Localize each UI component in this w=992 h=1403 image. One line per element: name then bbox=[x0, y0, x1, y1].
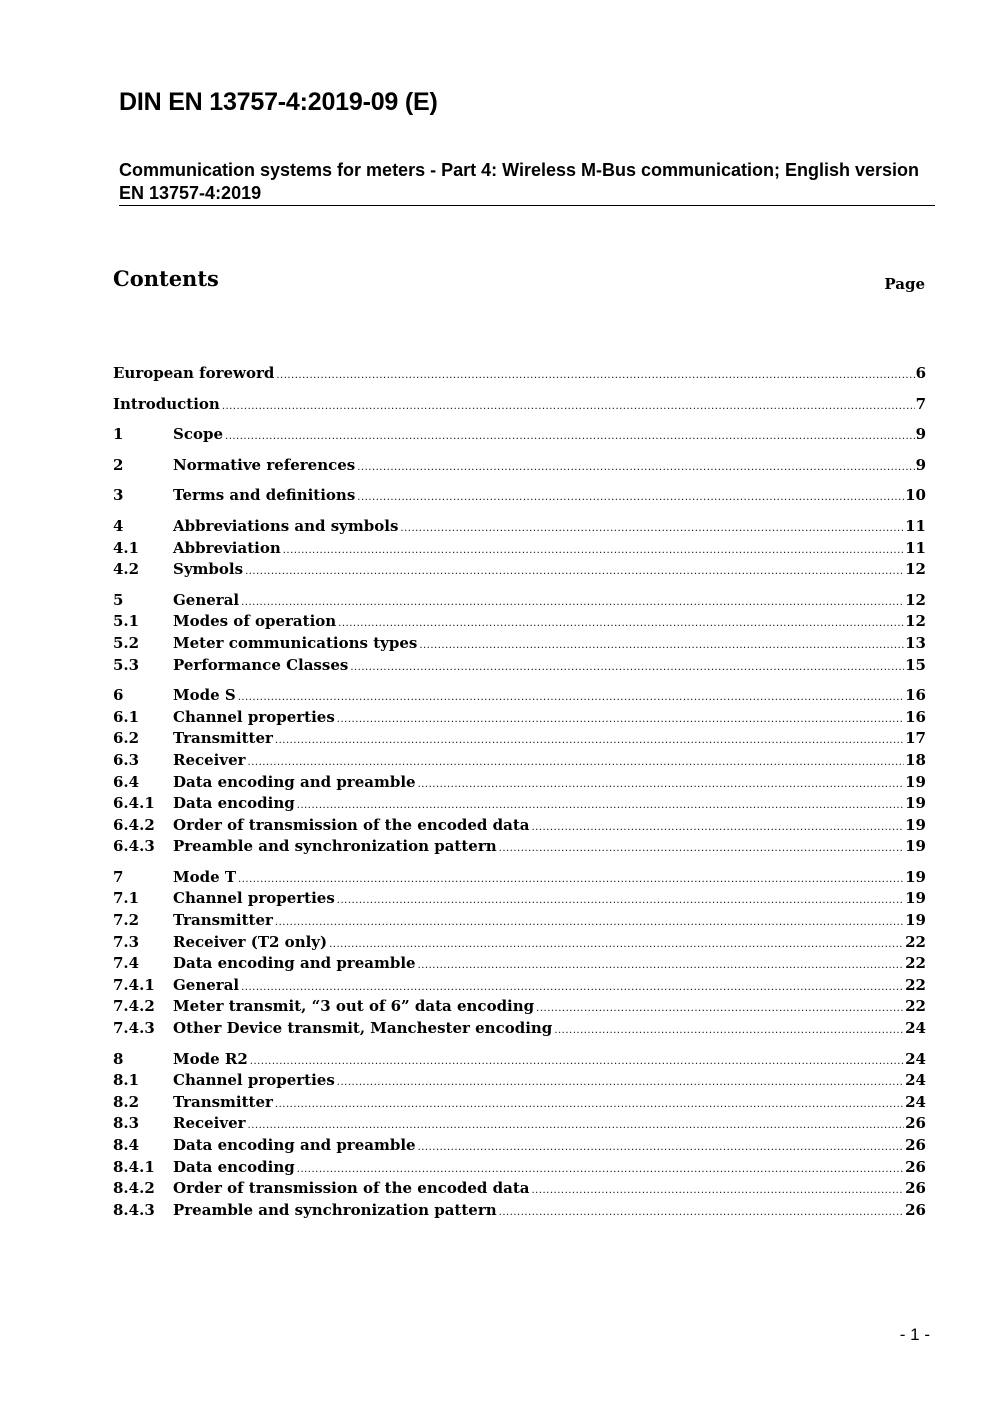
toc-entry-page: 19 bbox=[905, 867, 926, 886]
toc-entry-number: 7.4.3 bbox=[113, 1019, 155, 1038]
toc-entry-number: 5 bbox=[113, 590, 124, 609]
toc-entry-page: 26 bbox=[905, 1114, 926, 1133]
toc-entry-number: 8.2 bbox=[113, 1092, 140, 1111]
toc-entry-number: 6.4.3 bbox=[113, 837, 155, 856]
toc-entry[interactable] bbox=[113, 424, 926, 446]
toc-entry[interactable] bbox=[113, 932, 926, 954]
toc-entry-page: 11 bbox=[905, 516, 926, 535]
toc-dot-leader bbox=[276, 363, 914, 387]
toc-entry-number: 7.4 bbox=[113, 954, 140, 973]
toc-group bbox=[113, 1049, 926, 1222]
toc-dot-leader bbox=[418, 953, 905, 977]
toc-group bbox=[113, 455, 926, 477]
toc-entry-title: Transmitter bbox=[173, 911, 273, 930]
toc-entry[interactable] bbox=[113, 363, 926, 385]
toc-entry[interactable] bbox=[113, 953, 926, 975]
toc-dot-leader bbox=[337, 707, 904, 731]
toc-entry-page: 9 bbox=[915, 425, 926, 444]
toc-entry-title: Mode R2 bbox=[173, 1049, 248, 1068]
toc-entry-page: 19 bbox=[905, 794, 926, 813]
toc-entry[interactable] bbox=[113, 394, 926, 416]
toc-dot-leader bbox=[225, 424, 915, 448]
toc-entry-page: 12 bbox=[905, 612, 926, 631]
toc-entry-number: 5.2 bbox=[113, 633, 140, 652]
toc-entry-page: 10 bbox=[905, 486, 926, 505]
toc-group bbox=[113, 485, 926, 507]
toc-dot-leader bbox=[248, 1113, 905, 1137]
toc-entry-page: 19 bbox=[905, 772, 926, 791]
toc-entry-number: 6.3 bbox=[113, 750, 140, 769]
toc-entry[interactable] bbox=[113, 975, 926, 997]
toc-entry[interactable] bbox=[113, 1135, 926, 1157]
toc-dot-leader bbox=[245, 559, 904, 583]
toc-entry-number: 8.4.1 bbox=[113, 1157, 155, 1176]
toc-entry-number: 7.2 bbox=[113, 911, 140, 930]
toc-entry-title: Receiver bbox=[173, 1114, 246, 1133]
toc-entry-title: Modes of operation bbox=[173, 612, 337, 631]
toc-dot-leader bbox=[297, 793, 904, 817]
toc-entry-title: Abbreviations and symbols bbox=[173, 516, 399, 535]
toc-entry-title: Meter transmit, “3 out of 6” data encoding bbox=[173, 997, 535, 1016]
header-divider bbox=[119, 205, 935, 206]
toc-entry[interactable] bbox=[113, 1049, 926, 1071]
toc-dot-leader bbox=[250, 1049, 904, 1073]
toc-entry-number: 7.4.1 bbox=[113, 975, 155, 994]
toc-entry-number: 5.1 bbox=[113, 612, 140, 631]
toc-entry[interactable] bbox=[113, 559, 926, 581]
toc-entry-number: 4 bbox=[113, 516, 124, 535]
toc-entry-title: Mode T bbox=[173, 867, 237, 886]
toc-entry-title: Receiver (T2 only) bbox=[173, 932, 328, 951]
toc-entry[interactable] bbox=[113, 888, 926, 910]
toc-dot-leader bbox=[554, 1018, 904, 1042]
toc-entry-number: 6 bbox=[113, 686, 124, 705]
toc-entry-page: 16 bbox=[905, 686, 926, 705]
toc-dot-leader bbox=[337, 888, 904, 912]
toc-dot-leader bbox=[531, 1178, 904, 1202]
toc-entry[interactable] bbox=[113, 1092, 926, 1114]
table-of-contents bbox=[113, 363, 926, 1230]
toc-dot-leader bbox=[238, 867, 904, 891]
toc-dot-leader bbox=[531, 815, 904, 839]
toc-entry[interactable] bbox=[113, 1018, 926, 1040]
toc-entry-title: Data encoding and preamble bbox=[173, 772, 416, 791]
toc-entry[interactable] bbox=[113, 910, 926, 932]
footer-page-number: - 1 - bbox=[899, 1325, 930, 1344]
toc-dot-leader bbox=[418, 772, 905, 796]
toc-entry-page: 22 bbox=[905, 954, 926, 973]
toc-entry[interactable] bbox=[113, 1070, 926, 1092]
document-subtitle: Communication systems for meters - Part 4: Wireless M-Bus communication; English version EN 13757-4:2019 bbox=[119, 160, 920, 203]
toc-entry-title: European foreword bbox=[113, 364, 275, 382]
toc-dot-leader bbox=[419, 633, 904, 657]
toc-entry-number: 8.1 bbox=[113, 1071, 140, 1090]
toc-entry[interactable] bbox=[113, 633, 926, 655]
toc-entry-page: 15 bbox=[905, 655, 926, 674]
toc-entry-title: General bbox=[173, 590, 240, 609]
toc-dot-leader bbox=[238, 685, 904, 709]
toc-entry-page: 24 bbox=[905, 1071, 926, 1090]
toc-entry-number: 6.4 bbox=[113, 772, 140, 791]
toc-entry-number: 8.4 bbox=[113, 1136, 140, 1154]
toc-group bbox=[113, 516, 926, 581]
toc-group bbox=[113, 590, 926, 676]
toc-dot-leader bbox=[283, 538, 904, 562]
toc-entry-title: Scope bbox=[173, 425, 224, 444]
toc-entry-number: 6.1 bbox=[113, 707, 140, 726]
toc-entry-number: 7.4.2 bbox=[113, 997, 155, 1016]
toc-entry-number: 8 bbox=[113, 1049, 124, 1068]
toc-entry-title: General bbox=[173, 975, 240, 994]
toc-entry[interactable] bbox=[113, 485, 926, 507]
toc-entry-title: Channel properties bbox=[173, 707, 335, 726]
toc-dot-leader bbox=[337, 1070, 904, 1094]
toc-dot-leader bbox=[357, 485, 904, 509]
toc-entry-page: 22 bbox=[905, 932, 926, 951]
toc-group bbox=[113, 424, 926, 446]
toc-entry-number: 2 bbox=[113, 455, 124, 474]
toc-entry-number: 8.4.3 bbox=[113, 1200, 155, 1219]
toc-entry-title: Receiver bbox=[173, 750, 246, 769]
toc-dot-leader bbox=[222, 394, 915, 418]
toc-group bbox=[113, 685, 926, 858]
toc-entry-title: Channel properties bbox=[173, 889, 335, 908]
toc-entry-page: 26 bbox=[905, 1136, 926, 1154]
toc-entry-title: Order of transmission of the encoded data bbox=[173, 815, 530, 834]
toc-dot-leader bbox=[248, 750, 905, 774]
toc-entry[interactable] bbox=[113, 836, 926, 858]
toc-entry-title: Other Device transmit, Manchester encoding bbox=[173, 1019, 553, 1038]
toc-entry-title: Order of transmission of the encoded data bbox=[173, 1179, 530, 1198]
toc-entry-page: 13 bbox=[905, 633, 926, 652]
toc-entry-page: 26 bbox=[905, 1200, 926, 1219]
toc-entry-page: 9 bbox=[915, 455, 926, 474]
toc-dot-leader bbox=[241, 975, 904, 999]
toc-entry-title: Terms and definitions bbox=[173, 486, 356, 505]
toc-entry-number: 5.3 bbox=[113, 655, 140, 674]
toc-dot-leader bbox=[418, 1135, 905, 1159]
toc-group bbox=[113, 363, 926, 385]
toc-entry[interactable] bbox=[113, 750, 926, 772]
toc-entry-number: 7.1 bbox=[113, 889, 140, 908]
toc-entry-number: 4.2 bbox=[113, 560, 140, 579]
toc-entry-page: 19 bbox=[905, 815, 926, 834]
toc-entry[interactable] bbox=[113, 590, 926, 612]
toc-entry[interactable] bbox=[113, 516, 926, 538]
toc-dot-leader bbox=[297, 1157, 904, 1181]
toc-entry-number: 7.3 bbox=[113, 932, 140, 951]
toc-entry[interactable] bbox=[113, 728, 926, 750]
toc-entry-title: Transmitter bbox=[173, 729, 273, 748]
toc-entry-page: 26 bbox=[905, 1179, 926, 1198]
toc-entry-number: 7 bbox=[113, 867, 124, 886]
toc-entry-page: 22 bbox=[905, 975, 926, 994]
toc-entry-page: 18 bbox=[905, 750, 926, 769]
toc-entry-page: 17 bbox=[905, 729, 926, 748]
toc-group bbox=[113, 394, 926, 416]
toc-entry-page: 24 bbox=[905, 1049, 926, 1068]
toc-dot-leader bbox=[536, 996, 904, 1020]
toc-entry[interactable] bbox=[113, 707, 926, 729]
toc-entry-number: 6.2 bbox=[113, 729, 140, 748]
toc-entry-title: Data encoding and preamble bbox=[173, 954, 416, 973]
toc-entry-title: Introduction bbox=[113, 394, 220, 413]
toc-entry[interactable] bbox=[113, 655, 926, 677]
toc-dot-leader bbox=[499, 836, 904, 860]
toc-entry[interactable] bbox=[113, 1157, 926, 1179]
toc-entry-title: Normative references bbox=[173, 455, 356, 474]
toc-entry-title: Meter communications types bbox=[173, 633, 418, 652]
toc-entry-page: 16 bbox=[905, 707, 926, 726]
toc-dot-leader bbox=[329, 932, 904, 956]
toc-entry[interactable] bbox=[113, 1178, 926, 1200]
toc-entry-page: 24 bbox=[905, 1019, 926, 1038]
toc-entry[interactable] bbox=[113, 996, 926, 1018]
toc-dot-leader bbox=[275, 728, 904, 752]
toc-entry-title: Abbreviation bbox=[173, 538, 281, 557]
toc-entry-number: 6.4.1 bbox=[113, 794, 155, 813]
toc-dot-leader bbox=[275, 910, 904, 934]
toc-entry-page: 19 bbox=[905, 837, 926, 856]
toc-entry-title: Transmitter bbox=[173, 1092, 273, 1111]
toc-entry-title: Symbols bbox=[173, 560, 244, 579]
toc-entry-page: 7 bbox=[915, 394, 926, 413]
toc-entry-title: Preamble and synchronization pattern bbox=[173, 837, 497, 856]
toc-entry-page: 19 bbox=[905, 889, 926, 908]
toc-entry[interactable] bbox=[113, 772, 926, 794]
toc-dot-leader bbox=[499, 1200, 904, 1224]
toc-entry[interactable] bbox=[113, 793, 926, 815]
toc-entry-number: 8.3 bbox=[113, 1114, 140, 1133]
toc-entry[interactable] bbox=[113, 1200, 926, 1222]
toc-entry[interactable] bbox=[113, 538, 926, 560]
toc-entry-page: 12 bbox=[905, 590, 926, 609]
toc-entry-title: Preamble and synchronization pattern bbox=[173, 1200, 497, 1219]
toc-entry[interactable] bbox=[113, 455, 926, 477]
toc-dot-leader bbox=[338, 611, 904, 635]
toc-dot-leader bbox=[275, 1092, 904, 1116]
toc-group bbox=[113, 867, 926, 1040]
toc-entry[interactable] bbox=[113, 685, 926, 707]
toc-entry-title: Data encoding and preamble bbox=[173, 1136, 416, 1154]
toc-dot-leader bbox=[400, 516, 904, 540]
toc-entry-title: Data encoding bbox=[173, 794, 295, 813]
toc-entry-page: 22 bbox=[905, 997, 926, 1016]
toc-entry-number: 3 bbox=[113, 486, 124, 505]
toc-dot-leader bbox=[357, 455, 914, 479]
toc-entry-number: 4.1 bbox=[113, 538, 140, 557]
toc-entry[interactable] bbox=[113, 867, 926, 889]
toc-entry[interactable] bbox=[113, 611, 926, 633]
toc-entry[interactable] bbox=[113, 815, 926, 837]
contents-heading: Contents bbox=[113, 266, 219, 291]
page-column-heading: Page bbox=[884, 275, 925, 293]
toc-entry-title: Mode S bbox=[173, 686, 236, 705]
toc-entry-number: 6.4.2 bbox=[113, 815, 155, 834]
toc-entry-title: Data encoding bbox=[173, 1157, 295, 1176]
toc-entry-number: 8.4.2 bbox=[113, 1179, 155, 1198]
toc-entry-page: 11 bbox=[905, 538, 926, 557]
toc-entry-page: 24 bbox=[905, 1092, 926, 1111]
toc-entry-page: 19 bbox=[905, 911, 926, 930]
toc-entry-page: 6 bbox=[915, 364, 926, 382]
toc-entry-page: 12 bbox=[905, 560, 926, 579]
toc-entry-number: 1 bbox=[113, 425, 124, 444]
toc-entry-page: 26 bbox=[905, 1157, 926, 1176]
toc-entry-title: Channel properties bbox=[173, 1071, 335, 1090]
toc-entry-title: Performance Classes bbox=[173, 655, 349, 674]
toc-entry[interactable] bbox=[113, 1113, 926, 1135]
toc-dot-leader bbox=[350, 655, 904, 679]
toc-dot-leader bbox=[241, 590, 904, 614]
document-title: DIN EN 13757-4:2019-09 (E) bbox=[119, 88, 438, 116]
